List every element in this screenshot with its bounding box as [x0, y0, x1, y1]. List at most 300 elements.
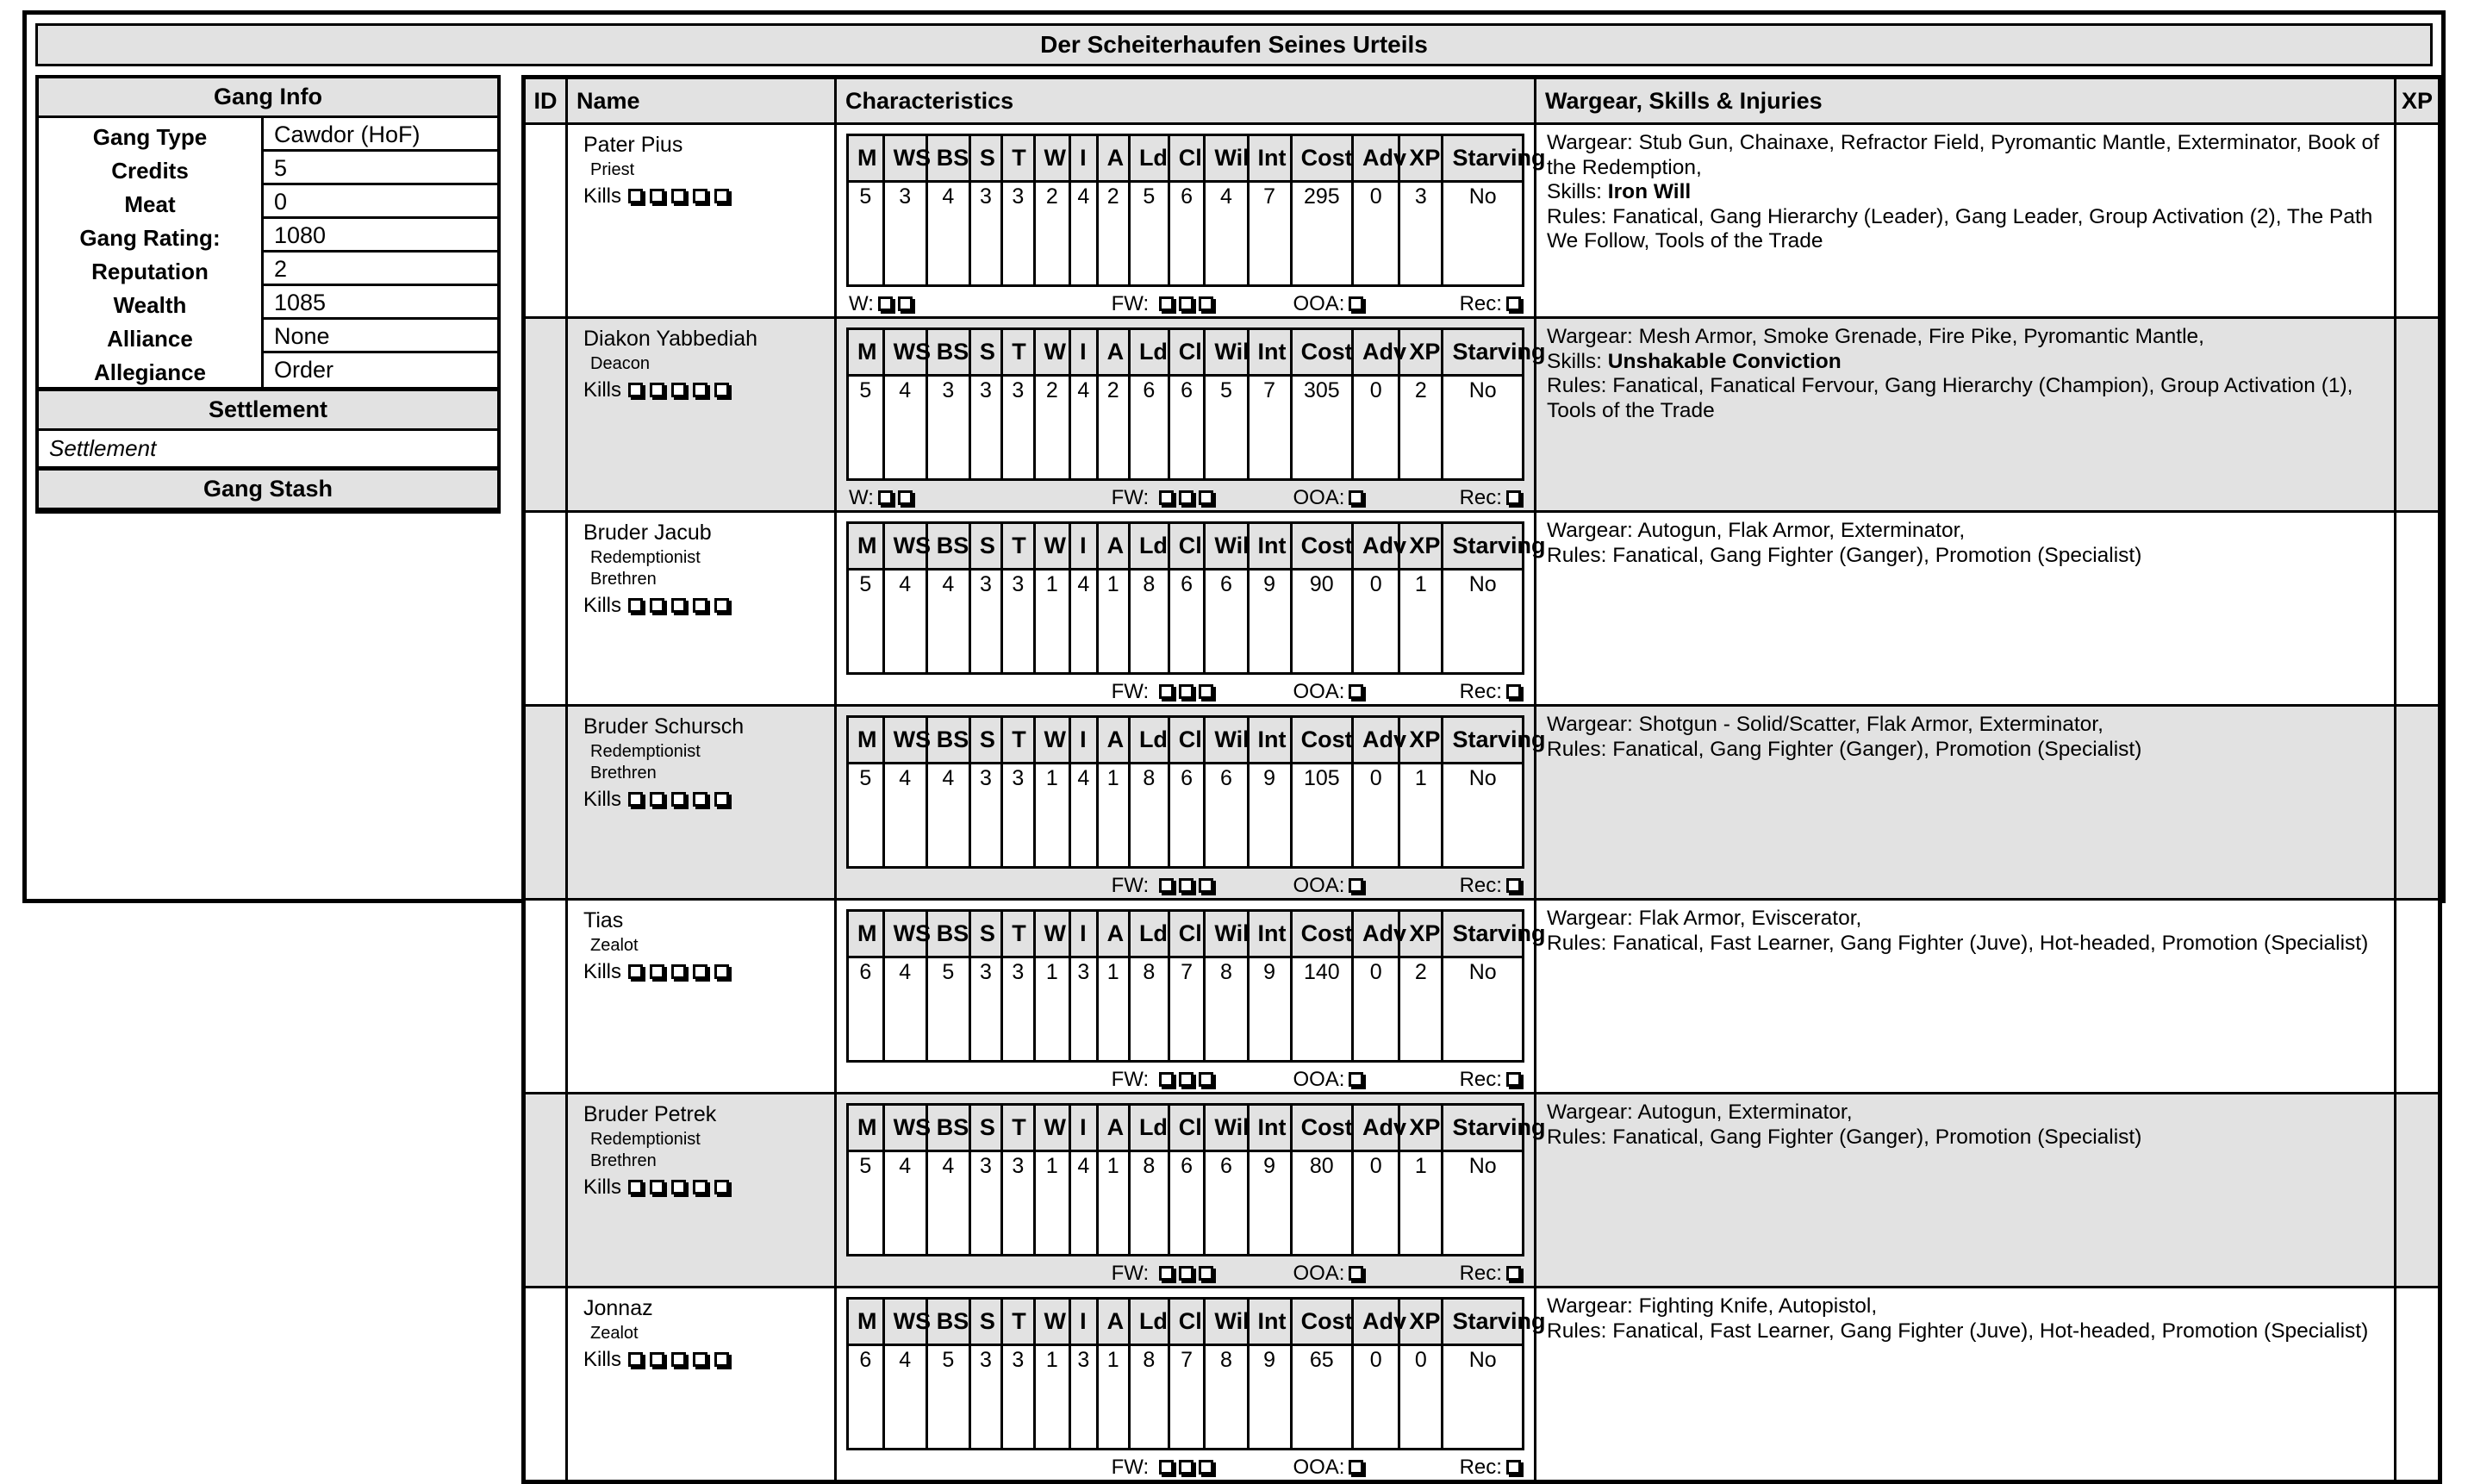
gear-line: [1547, 350, 2387, 375]
wound-checkbox[interactable]: [898, 490, 913, 505]
stat-value-W: 2: [1034, 376, 1070, 480]
stat-column-Adv: Adv: [1352, 717, 1399, 764]
gear-line-text: Shotgun - Solid/Scatter, Flak Armor, Exterminator,: [1638, 713, 2103, 736]
stat-value-I: 4: [1070, 376, 1097, 480]
flesh-wound-checkbox[interactable]: [1179, 1266, 1193, 1281]
stat-value-XP: 0: [1399, 1345, 1443, 1450]
fighter-row: [524, 1094, 2440, 1288]
kill-checkbox[interactable]: [714, 1180, 729, 1194]
injury-track: [837, 1064, 1534, 1092]
fighter-id-cell: [524, 900, 567, 1094]
flesh-wounds-track: FW:: [1112, 1456, 1293, 1480]
stat-column-S: S: [969, 1105, 1001, 1151]
kill-checkbox[interactable]: [714, 1352, 729, 1367]
stat-value-W: 1: [1034, 570, 1070, 674]
kill-checkbox[interactable]: [693, 1352, 707, 1367]
fighter-type: Redemptionist Brethren: [590, 548, 701, 589]
stat-column-S: S: [969, 329, 1001, 376]
stat-column-Ld: Ld: [1129, 135, 1169, 182]
gear-line-label: Rules:: [1547, 931, 1607, 955]
stat-column-T: T: [1002, 135, 1034, 182]
recovery-checkbox[interactable]: [1506, 296, 1521, 311]
stat-value-XP: 1: [1399, 1151, 1443, 1256]
fighter-name-cell: [567, 124, 836, 318]
wounds-track: W:: [849, 486, 1112, 510]
gear-line-text: Fanatical, Gang Hierarchy (Leader), Gang Leader, Group Activation (2), The Path We Follow, Tools of the Trade: [1547, 204, 2373, 253]
flesh-wound-checkbox[interactable]: [1179, 490, 1193, 505]
kill-checkbox[interactable]: [714, 792, 729, 807]
stat-column-BS: BS: [926, 911, 969, 957]
gear-line: [1547, 374, 2387, 423]
fighter-type: Zealot: [590, 1324, 639, 1343]
stat-column-Starving: Starving: [1443, 523, 1524, 570]
stat-column-I: I: [1070, 1299, 1097, 1345]
gear-line-text: Fanatical, Fast Learner, Gang Fighter (Juve), Hot-headed, Promotion (Specialist): [1612, 1319, 2369, 1343]
injury-track: [837, 1452, 1534, 1480]
stat-column-M: M: [848, 1299, 884, 1345]
gear-line: [1547, 205, 2387, 254]
fighter-row: [524, 900, 2440, 1094]
kill-checkbox[interactable]: [628, 598, 643, 613]
kills-label: Kills: [583, 1348, 627, 1371]
stat-column-Adv: Adv: [1352, 1299, 1399, 1345]
stat-column-S: S: [969, 717, 1001, 764]
ooa-checkbox[interactable]: [1349, 1266, 1363, 1281]
stat-column-Int: Int: [1248, 1105, 1291, 1151]
fighter-xp-cell: [2396, 1094, 2440, 1288]
stat-column-A: A: [1097, 717, 1129, 764]
kill-checkbox[interactable]: [650, 792, 664, 807]
flesh-wound-checkbox[interactable]: [1159, 684, 1174, 699]
stat-column-T: T: [1002, 911, 1034, 957]
kill-checkbox[interactable]: [650, 189, 664, 203]
stat-column-Cost: Cost: [1291, 911, 1352, 957]
flesh-wound-checkbox[interactable]: [1199, 1072, 1213, 1087]
kill-checkbox[interactable]: [671, 792, 686, 807]
stat-value-I: 4: [1070, 1151, 1097, 1256]
gear-line: [1547, 519, 2387, 544]
fighter-name-cell: [567, 900, 836, 1094]
out-of-action-track: OOA:: [1293, 680, 1434, 704]
fighter-xp-cell: [2396, 512, 2440, 706]
stat-column-XP: XP: [1399, 523, 1443, 570]
flesh-wound-checkbox[interactable]: [1199, 878, 1213, 893]
stats-header-row: [848, 1105, 1524, 1151]
kill-checkbox[interactable]: [650, 964, 664, 979]
stat-column-M: M: [848, 717, 884, 764]
gear-line-label: Wargear:: [1547, 325, 1633, 348]
ooa-checkbox[interactable]: [1349, 490, 1363, 505]
gear-line-text: Fanatical, Gang Fighter (Ganger), Promotion (Specialist): [1612, 1125, 2142, 1149]
gang-info-field-value[interactable]: Cawdor (HoF): [261, 118, 497, 152]
stat-column-Int: Int: [1248, 911, 1291, 957]
flesh-wounds-track: FW:: [1112, 486, 1293, 510]
stat-value-XP: 1: [1399, 570, 1443, 674]
fighter-name-cell: [567, 1094, 836, 1288]
stat-value-T: 3: [1002, 570, 1034, 674]
gear-line-text: Flak Armor, Eviscerator,: [1638, 907, 1862, 930]
stat-column-BS: BS: [926, 1299, 969, 1345]
stat-value-A: 1: [1097, 1345, 1129, 1450]
flesh-wound-checkbox[interactable]: [1159, 296, 1174, 311]
stat-value-A: 2: [1097, 182, 1129, 286]
ooa-checkbox[interactable]: [1349, 684, 1363, 699]
stat-value-WS: 4: [883, 1151, 926, 1256]
stat-value-Starving: No: [1443, 1345, 1524, 1450]
stat-column-WS: WS: [883, 1299, 926, 1345]
injury-track: [837, 483, 1534, 510]
flesh-wound-checkbox[interactable]: [1159, 878, 1174, 893]
stat-value-M: 5: [848, 764, 884, 868]
stat-value-W: 1: [1034, 957, 1070, 1062]
recovery-checkbox[interactable]: [1506, 878, 1521, 893]
flesh-wound-checkbox[interactable]: [1179, 296, 1193, 311]
fighter-row: [524, 124, 2440, 318]
stat-column-WS: WS: [883, 523, 926, 570]
column-header-name: Name: [567, 78, 836, 124]
recovery-track: Rec:: [1434, 1456, 1522, 1480]
stat-value-Wil: 8: [1205, 1345, 1248, 1450]
fighter-xp-cell: [2396, 1288, 2440, 1482]
recovery-checkbox[interactable]: [1506, 490, 1521, 505]
fighter-type: Priest: [590, 160, 635, 179]
flesh-wound-checkbox[interactable]: [1179, 878, 1193, 893]
stat-value-Ld: 8: [1129, 957, 1169, 1062]
flesh-wounds-track: FW:: [1112, 1262, 1293, 1286]
kill-checkbox[interactable]: [693, 383, 707, 397]
stat-value-S: 3: [969, 764, 1001, 868]
fighter-kills: [583, 788, 829, 812]
out-of-action-track: OOA:: [1293, 1068, 1434, 1092]
stat-value-Wil: 6: [1205, 570, 1248, 674]
stats-header-row: [848, 911, 1524, 957]
stat-column-T: T: [1002, 717, 1034, 764]
kill-checkbox[interactable]: [650, 598, 664, 613]
stats-box: [846, 1103, 1546, 1256]
stat-value-M: 5: [848, 182, 884, 286]
flesh-wound-checkbox[interactable]: [1199, 684, 1213, 699]
fighter-kills: [583, 378, 829, 402]
gear-line: [1547, 1125, 2387, 1150]
gang-info-field-value[interactable]: Order: [261, 353, 497, 387]
stat-value-Ld: 8: [1129, 1345, 1169, 1450]
stat-value-BS: 3: [926, 376, 969, 480]
gear-line: [1547, 1101, 2387, 1125]
stats-box: [846, 134, 1546, 287]
kill-checkbox[interactable]: [671, 1180, 686, 1194]
gang-info-field-value[interactable]: 2: [261, 253, 497, 286]
stat-column-Cl: Cl: [1169, 717, 1205, 764]
kill-checkbox[interactable]: [628, 792, 643, 807]
wound-checkbox[interactable]: [898, 296, 913, 311]
stat-column-XP: XP: [1399, 1105, 1443, 1151]
stat-column-Cost: Cost: [1291, 523, 1352, 570]
stat-value-T: 3: [1002, 182, 1034, 286]
kill-checkbox[interactable]: [693, 964, 707, 979]
gear-line-label: Rules:: [1547, 374, 1607, 397]
settlement-header: Settlement: [39, 387, 497, 431]
stat-column-Ld: Ld: [1129, 523, 1169, 570]
kill-checkbox[interactable]: [628, 1352, 643, 1367]
gang-info-field-value[interactable]: 5: [261, 152, 497, 185]
stat-column-WS: WS: [883, 1105, 926, 1151]
recovery-checkbox[interactable]: [1506, 1266, 1521, 1281]
stat-value-Cl: 6: [1169, 764, 1205, 868]
stat-column-I: I: [1070, 523, 1097, 570]
flesh-wounds-track: FW:: [1112, 1068, 1293, 1092]
stat-value-Cost: 295: [1291, 182, 1352, 286]
stat-value-M: 6: [848, 957, 884, 1062]
stat-value-A: 1: [1097, 764, 1129, 868]
kill-checkbox[interactable]: [628, 964, 643, 979]
stat-value-Adv: 0: [1352, 376, 1399, 480]
flesh-wound-checkbox[interactable]: [1179, 684, 1193, 699]
stat-column-Wil: Wil: [1205, 717, 1248, 764]
gear-line-text: Fanatical, Gang Fighter (Ganger), Promotion (Specialist): [1612, 737, 2142, 761]
stat-value-Adv: 0: [1352, 1345, 1399, 1450]
column-header-characteristics: Characteristics: [836, 78, 1536, 124]
stat-column-Starving: Starving: [1443, 1299, 1524, 1345]
kill-checkbox[interactable]: [628, 189, 643, 203]
stat-column-BS: BS: [926, 329, 969, 376]
ooa-checkbox[interactable]: [1349, 1072, 1363, 1087]
stat-column-Cost: Cost: [1291, 329, 1352, 376]
stat-value-Wil: 6: [1205, 764, 1248, 868]
gear-line: [1547, 1294, 2387, 1319]
wounds-track: [849, 1456, 1112, 1480]
stat-value-Int: 7: [1248, 376, 1291, 480]
wounds-track: [849, 874, 1112, 898]
gang-info-header: Gang Info: [39, 78, 497, 118]
stat-column-A: A: [1097, 1105, 1129, 1151]
stat-value-M: 5: [848, 1151, 884, 1256]
gear-line-text: Iron Will: [1607, 180, 1692, 203]
stat-value-XP: 3: [1399, 182, 1443, 286]
wounds-track: [849, 1068, 1112, 1092]
gear-line-label: Wargear:: [1547, 131, 1633, 154]
out-of-action-track: OOA:: [1293, 1456, 1434, 1480]
stat-value-S: 3: [969, 570, 1001, 674]
stat-value-A: 1: [1097, 1151, 1129, 1256]
gang-info-field-label: Credits: [111, 158, 189, 184]
kill-checkbox[interactable]: [628, 383, 643, 397]
flesh-wound-checkbox[interactable]: [1199, 490, 1213, 505]
stat-column-Wil: Wil: [1205, 329, 1248, 376]
injury-track: [837, 677, 1534, 704]
fighter-name: Diakon Yabbediah: [583, 327, 758, 351]
gang-info-field-value[interactable]: 0: [261, 185, 497, 219]
fighter-name: Jonnaz: [583, 1296, 653, 1320]
stat-value-Starving: No: [1443, 376, 1524, 480]
fighter-id-cell: [524, 1288, 567, 1482]
fighter-id-cell: [524, 318, 567, 512]
wounds-track: [849, 680, 1112, 704]
kill-checkbox[interactable]: [714, 964, 729, 979]
fighter-characteristics-cell: [836, 318, 1546, 512]
kill-checkbox[interactable]: [714, 189, 729, 203]
stat-value-BS: 4: [926, 570, 969, 674]
kill-checkbox[interactable]: [628, 1180, 643, 1194]
stat-column-Wil: Wil: [1205, 523, 1248, 570]
stat-value-BS: 4: [926, 1151, 969, 1256]
kills-label: Kills: [583, 184, 627, 208]
wound-checkbox[interactable]: [878, 296, 893, 311]
gang-stash-header: Gang Stash: [39, 466, 497, 510]
kill-checkbox[interactable]: [693, 598, 707, 613]
stat-column-BS: BS: [926, 523, 969, 570]
recovery-checkbox[interactable]: [1506, 1072, 1521, 1087]
gear-line-label: Wargear:: [1547, 713, 1633, 736]
kill-checkbox[interactable]: [671, 964, 686, 979]
ooa-checkbox[interactable]: [1349, 878, 1363, 893]
flesh-wound-checkbox[interactable]: [1159, 490, 1174, 505]
kill-checkbox[interactable]: [650, 1180, 664, 1194]
fighter-kills: [583, 1348, 829, 1372]
gear-line: [1547, 131, 2387, 180]
gang-info-field-value[interactable]: 1080: [261, 219, 497, 253]
stat-column-I: I: [1070, 717, 1097, 764]
stat-value-XP: 2: [1399, 376, 1443, 480]
stat-value-Int: 9: [1248, 570, 1291, 674]
stat-column-Adv: Adv: [1352, 911, 1399, 957]
stat-column-I: I: [1070, 135, 1097, 182]
ooa-checkbox[interactable]: [1349, 296, 1363, 311]
gang-info-field-label: Gang Rating:: [79, 225, 221, 251]
flesh-wound-checkbox[interactable]: [1179, 1072, 1193, 1087]
fighter-characteristics-cell: [836, 900, 1546, 1094]
gear-line-label: Wargear:: [1547, 907, 1633, 930]
stat-value-M: 5: [848, 570, 884, 674]
out-of-action-track: OOA:: [1293, 486, 1434, 510]
ooa-checkbox[interactable]: [1349, 1460, 1363, 1475]
gear-line-text: Autogun, Exterminator,: [1637, 1101, 1853, 1124]
stat-column-S: S: [969, 911, 1001, 957]
stat-column-A: A: [1097, 1299, 1129, 1345]
stat-value-Cl: 6: [1169, 182, 1205, 286]
stats-box: [846, 909, 1546, 1063]
gang-info-field-label: Alliance: [107, 326, 193, 352]
stat-value-Int: 7: [1248, 182, 1291, 286]
gang-info-field-value[interactable]: None: [261, 320, 497, 353]
stat-column-WS: WS: [883, 329, 926, 376]
kill-checkbox[interactable]: [693, 1180, 707, 1194]
stats-header-row: [848, 329, 1524, 376]
settlement-value[interactable]: Settlement: [49, 435, 157, 461]
flesh-wound-checkbox[interactable]: [1199, 296, 1213, 311]
stat-value-I: 4: [1070, 182, 1097, 286]
stat-value-A: 1: [1097, 570, 1129, 674]
gear-line: [1547, 713, 2387, 738]
gang-info-field-value[interactable]: 1085: [261, 286, 497, 320]
fighter-id-cell: [524, 1094, 567, 1288]
kill-checkbox[interactable]: [671, 598, 686, 613]
stat-value-BS: 5: [926, 957, 969, 1062]
stat-column-I: I: [1070, 911, 1097, 957]
stat-value-WS: 4: [883, 764, 926, 868]
stat-value-Cost: 140: [1291, 957, 1352, 1062]
kill-checkbox[interactable]: [714, 598, 729, 613]
fighter-name: Bruder Petrek: [583, 1102, 717, 1126]
stats-box: [846, 327, 1546, 481]
gear-line-text: Stub Gun, Chainaxe, Refractor Field, Pyromantic Mantle, Exterminator, Book of the Redemption,: [1547, 131, 2379, 179]
flesh-wounds-track: FW:: [1112, 292, 1293, 316]
stats-box: [846, 521, 1546, 675]
flesh-wound-checkbox[interactable]: [1179, 1460, 1193, 1475]
stat-value-S: 3: [969, 1151, 1001, 1256]
kill-checkbox[interactable]: [693, 792, 707, 807]
gear-line: [1547, 325, 2387, 350]
fighter-wargear-cell: [1536, 900, 2396, 1094]
stat-column-W: W: [1034, 717, 1070, 764]
stat-column-Cost: Cost: [1291, 1105, 1352, 1151]
kill-checkbox[interactable]: [714, 383, 729, 397]
fighter-characteristics-cell: [836, 706, 1546, 900]
gang-info-field-label: Allegiance: [93, 359, 207, 385]
recovery-checkbox[interactable]: [1506, 684, 1521, 699]
kills-label: Kills: [583, 1175, 627, 1199]
stat-value-S: 3: [969, 182, 1001, 286]
flesh-wound-checkbox[interactable]: [1199, 1460, 1213, 1475]
gang-info-field-label: Gang Type: [92, 124, 208, 150]
stat-column-BS: BS: [926, 717, 969, 764]
flesh-wound-checkbox[interactable]: [1199, 1266, 1213, 1281]
flesh-wound-checkbox[interactable]: [1159, 1460, 1174, 1475]
stat-column-Int: Int: [1248, 1299, 1291, 1345]
stat-column-Cl: Cl: [1169, 911, 1205, 957]
fighter-wargear-cell: [1536, 124, 2396, 318]
recovery-track: Rec:: [1434, 874, 1522, 898]
flesh-wound-checkbox[interactable]: [1159, 1072, 1174, 1087]
injury-track: [837, 289, 1534, 316]
recovery-checkbox[interactable]: [1506, 1460, 1521, 1475]
fighter-characteristics-cell: [836, 124, 1546, 318]
stat-column-XP: XP: [1399, 1299, 1443, 1345]
stat-column-Adv: Adv: [1352, 523, 1399, 570]
stat-value-W: 1: [1034, 1345, 1070, 1450]
stat-column-M: M: [848, 135, 884, 182]
stat-column-Cl: Cl: [1169, 523, 1205, 570]
flesh-wound-checkbox[interactable]: [1159, 1266, 1174, 1281]
kill-checkbox[interactable]: [671, 383, 686, 397]
fighter-name-cell: [567, 706, 836, 900]
kill-checkbox[interactable]: [650, 1352, 664, 1367]
stat-column-Starving: Starving: [1443, 329, 1524, 376]
stats-header-row: [848, 135, 1524, 182]
wounds-track: W:: [849, 292, 1112, 316]
stat-value-Ld: 8: [1129, 1151, 1169, 1256]
stat-column-Int: Int: [1248, 523, 1291, 570]
stat-column-A: A: [1097, 911, 1129, 957]
stat-column-Starving: Starving: [1443, 1105, 1524, 1151]
fighter-row: [524, 706, 2440, 900]
stat-value-WS: 4: [883, 376, 926, 480]
stat-value-Starving: No: [1443, 570, 1524, 674]
stats-value-row: [848, 1151, 1524, 1256]
stat-column-Adv: Adv: [1352, 1105, 1399, 1151]
stat-value-WS: 3: [883, 182, 926, 286]
kill-checkbox[interactable]: [650, 383, 664, 397]
kill-checkbox[interactable]: [693, 189, 707, 203]
wound-checkbox[interactable]: [878, 490, 893, 505]
kill-checkbox[interactable]: [671, 1352, 686, 1367]
gear-line: [1547, 180, 2387, 205]
gear-line-label: Wargear:: [1547, 1101, 1633, 1124]
kill-checkbox[interactable]: [671, 189, 686, 203]
stat-column-XP: XP: [1399, 717, 1443, 764]
gear-line-label: Wargear:: [1547, 519, 1633, 542]
gear-line-text: Autogun, Flak Armor, Exterminator,: [1637, 519, 1966, 542]
stat-value-S: 3: [969, 376, 1001, 480]
